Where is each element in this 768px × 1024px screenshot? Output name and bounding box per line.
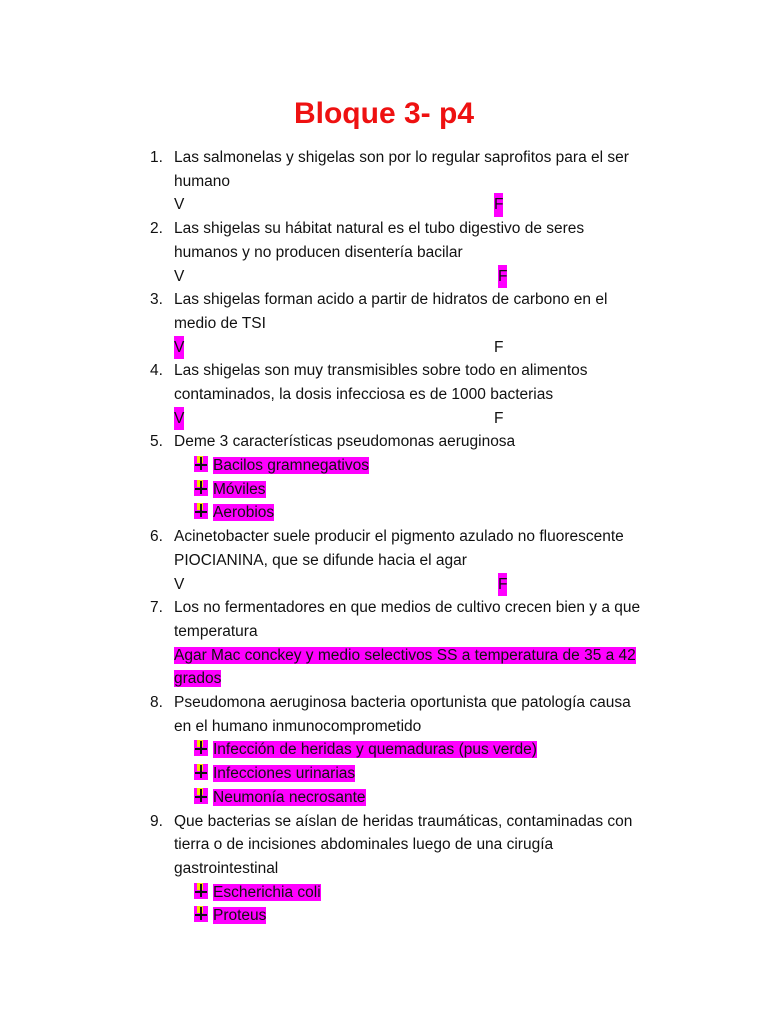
question-number: 9. xyxy=(150,812,163,830)
true-option-selected: V xyxy=(174,407,184,431)
plus-bullet-icon xyxy=(194,740,208,756)
question-text-line: contaminados, la dosis infecciosa es de 1000 bacterias xyxy=(174,385,554,403)
question-text-line: Pseudomona aeruginosa bacteria oportunista que patología causa xyxy=(174,694,631,712)
question-text-line: Los no fermentadores en que medios de cultivo crecen bien y a que xyxy=(174,599,641,617)
false-option-selected: F xyxy=(498,265,507,289)
question-number: 2. xyxy=(150,220,163,238)
question-text-line: PIOCIANINA, que se difunde hacia el agar xyxy=(174,551,467,569)
question-9 xyxy=(150,810,670,928)
list-item xyxy=(194,904,670,928)
question-text-line: tierra o de incisiones abdominales luego de una cirugía xyxy=(174,836,554,854)
true-false-row xyxy=(174,336,670,360)
question-text-line: Deme 3 características pseudomonas aeruginosa xyxy=(174,433,516,451)
question-text-line: gastrointestinal xyxy=(174,859,279,877)
list-item xyxy=(194,738,670,762)
true-option-selected: V xyxy=(174,336,184,360)
bullet-text: Móviles xyxy=(213,480,266,498)
answer-bullets xyxy=(194,881,670,928)
question-number: 3. xyxy=(150,291,163,309)
plus-bullet-icon xyxy=(194,480,208,496)
question-text-line: humano xyxy=(174,172,231,190)
false-option: F xyxy=(494,409,504,427)
bullet-text: Bacilos gramnegativos xyxy=(213,457,369,475)
question-number: 8. xyxy=(150,694,163,712)
question-4 xyxy=(150,359,670,430)
question-number: 4. xyxy=(150,362,163,380)
bullet-text: Aerobios xyxy=(213,504,275,522)
question-text-line: Las salmonelas y shigelas son por lo regular saprofitos para el ser xyxy=(174,149,629,166)
question-text-line: humanos y no producen disentería bacilar xyxy=(174,243,463,261)
question-text-line: Las shigelas su hábitat natural es el tubo digestivo de seres xyxy=(174,220,585,238)
answer-text-line: Agar Mac conckey y medio selectivos SS a temperatura de 35 a 42 xyxy=(174,646,636,664)
answer-bullets xyxy=(194,738,670,809)
true-false-row xyxy=(174,193,670,217)
list-item xyxy=(194,762,670,786)
question-number: 7. xyxy=(150,599,163,617)
question-list xyxy=(150,146,670,928)
list-item xyxy=(194,881,670,905)
plus-bullet-icon xyxy=(194,883,208,899)
plus-bullet-icon xyxy=(194,503,208,519)
list-item xyxy=(194,478,670,502)
false-option-selected: F xyxy=(494,193,503,217)
list-item xyxy=(194,786,670,810)
answer-bullets xyxy=(194,454,670,525)
true-false-row xyxy=(174,573,670,597)
bullet-text: Proteus xyxy=(213,907,267,925)
question-6 xyxy=(150,525,670,596)
question-number: 1. xyxy=(150,149,163,166)
answer-text-line: grados xyxy=(174,670,222,688)
list-item xyxy=(194,454,670,478)
false-option: F xyxy=(494,338,504,356)
plus-bullet-icon xyxy=(194,456,208,472)
true-false-row xyxy=(174,407,670,431)
question-text-line: Acinetobacter suele producir el pigmento azulado no fluorescente xyxy=(174,528,624,546)
plus-bullet-icon xyxy=(194,788,208,804)
true-false-row xyxy=(174,265,670,289)
question-5 xyxy=(150,430,670,525)
question-1 xyxy=(150,146,670,217)
plus-bullet-icon xyxy=(194,764,208,780)
bullet-text: Infecciones urinarias xyxy=(213,765,356,783)
true-option: V xyxy=(174,267,185,285)
list-item xyxy=(194,501,670,525)
question-text-line: medio de TSI xyxy=(174,314,266,332)
question-number: 5. xyxy=(150,433,163,451)
bullet-text: Neumonía necrosante xyxy=(213,788,366,806)
question-3 xyxy=(150,288,670,359)
bullet-text: Infección de heridas y quemaduras (pus verde) xyxy=(213,741,537,759)
bullet-text: Escherichia coli xyxy=(213,883,321,901)
plus-bullet-icon xyxy=(194,906,208,922)
true-option: V xyxy=(174,196,185,214)
question-2 xyxy=(150,217,670,288)
question-text-line: en el humano inmunocomprometido xyxy=(174,717,422,735)
true-option: V xyxy=(174,575,185,593)
question-7 xyxy=(150,596,670,691)
question-text-line: temperatura xyxy=(174,622,258,640)
page-title: Bloque 3- p4 xyxy=(293,97,474,130)
question-text-line: Que bacterias se aíslan de heridas traumáticas, contaminadas con xyxy=(174,812,633,830)
question-text-line: Las shigelas forman acido a partir de hidratos de carbono en el xyxy=(174,291,608,309)
false-option-selected: F xyxy=(498,573,507,597)
question-text-line: Las shigelas son muy transmisibles sobre todo en alimentos xyxy=(174,362,588,380)
question-number: 6. xyxy=(150,528,163,546)
question-8 xyxy=(150,691,670,809)
